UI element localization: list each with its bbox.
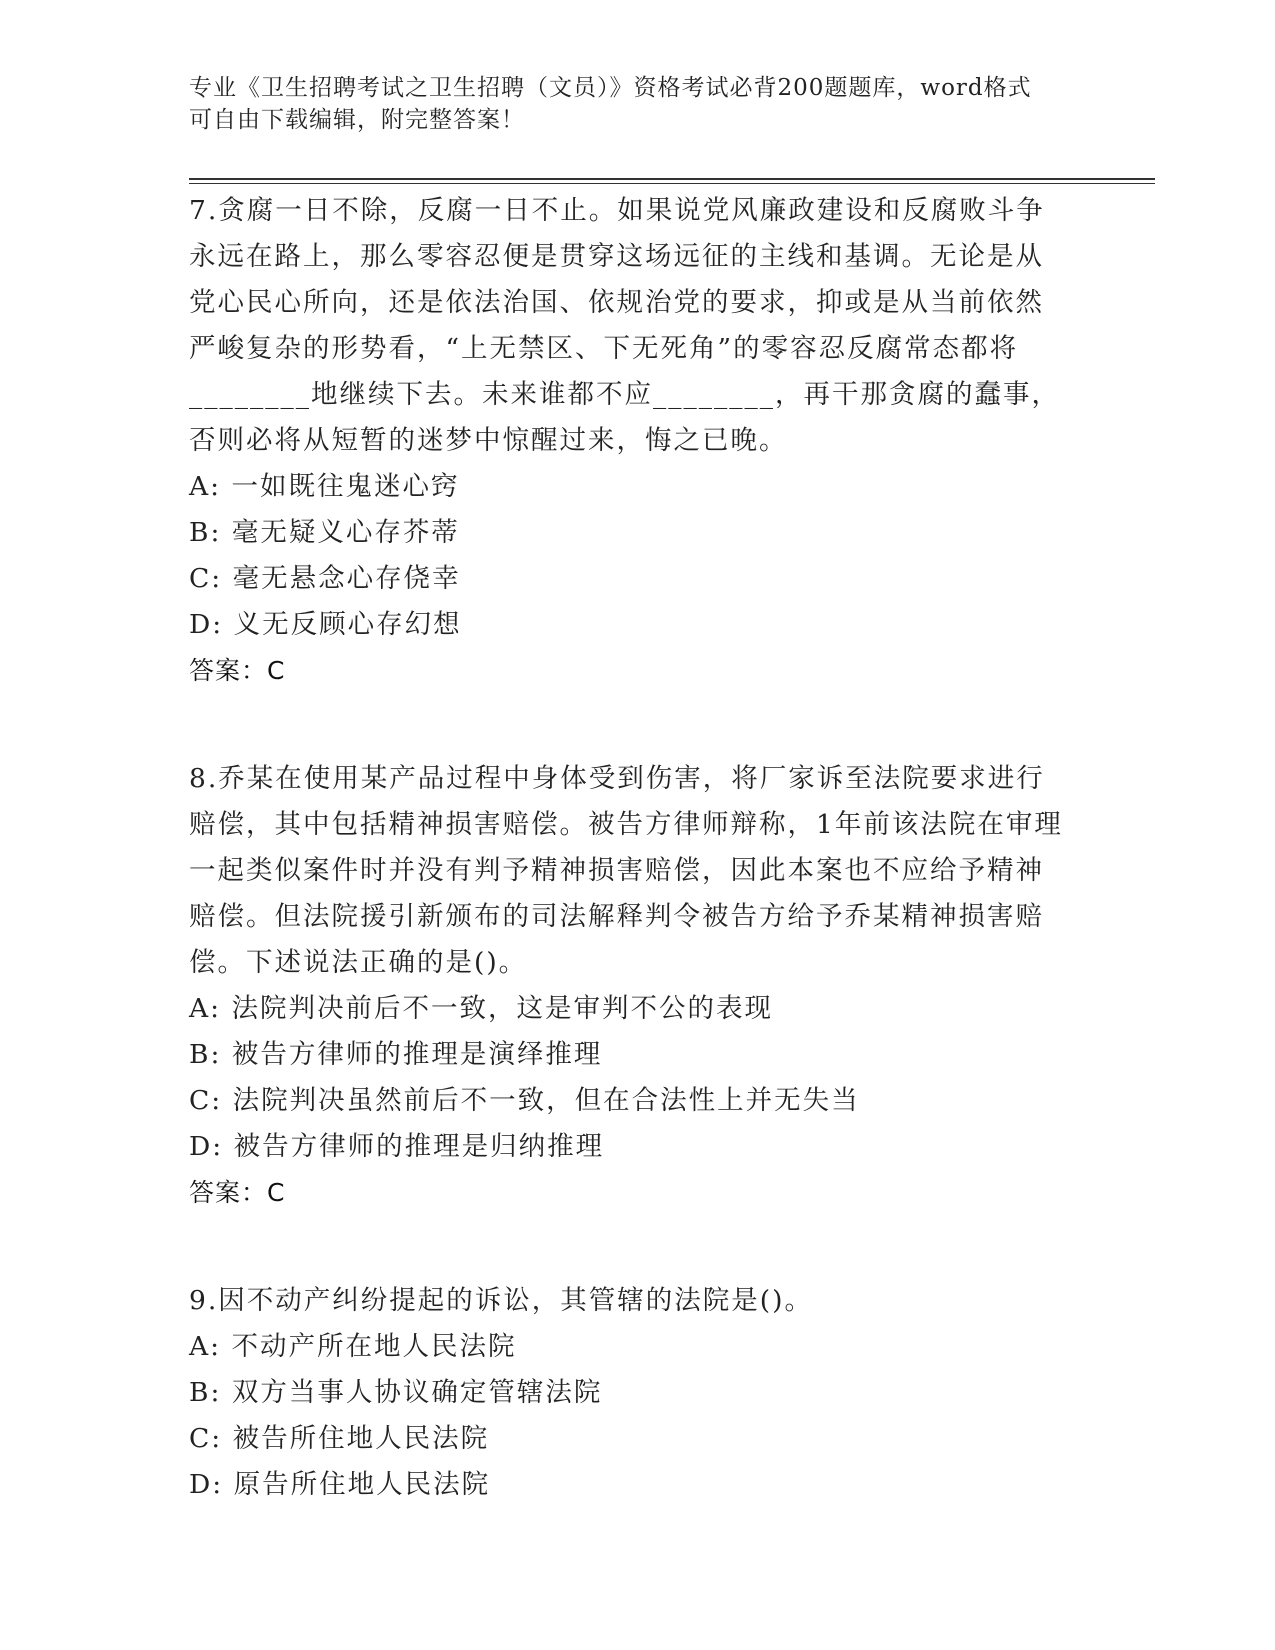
question-text-line: 赔偿，其中包括精神损害赔偿。被告方律师辩称，1年前该法院在审理 [189, 809, 1063, 840]
header-divider-thick [189, 178, 1155, 180]
question-text-line: 否则必将从短暂的迷梦中惊醒过来，悔之已晚。 [189, 425, 788, 456]
question-8 [189, 756, 1089, 1216]
question-text-line: ________地继续下去。未来谁都不应________，再干那贪腐的蠢事， [189, 379, 1060, 410]
header-line-1: 专业《卫生招聘考试之卫生招聘（文员）》资格考试必背200题题库，word格式 [189, 75, 1032, 101]
question-9 [189, 1278, 1089, 1508]
option-c: C: 毫无悬念心存侥幸 [189, 563, 461, 594]
option-b: B: 毫无疑义心存芥蒂 [189, 517, 460, 548]
option-d: D: 被告方律师的推理是归纳推理 [189, 1131, 605, 1162]
option-a: A: 一如既往鬼迷心窍 [189, 471, 460, 502]
question-7 [189, 188, 1089, 694]
header-divider-thin [189, 183, 1155, 184]
option-b: B: 双方当事人协议确定管辖法院 [189, 1377, 603, 1408]
option-a: A: 不动产所在地人民法院 [189, 1331, 517, 1362]
question-text-line: 严峻复杂的形势看，“上无禁区、下无死角”的零容忍反腐常态都将 [189, 333, 1019, 364]
option-d: D: 义无反顾心存幻想 [189, 609, 462, 640]
question-text-line: 一起类似案件时并没有判予精神损害赔偿，因此本案也不应给予精神 [189, 855, 1044, 886]
question-text-line: 赔偿。但法院援引新颁布的司法解释判令被告方给予乔某精神损害赔 [189, 901, 1044, 932]
question-spacer [189, 1216, 1089, 1278]
question-text-line: 9.因不动产纠纷提起的诉讼，其管辖的法院是()。 [189, 1285, 813, 1316]
answer: 答案：C [189, 1178, 286, 1207]
question-text-line: 党心民心所向，还是依法治国、依规治党的要求，抑或是从当前依然 [189, 287, 1044, 318]
question-text-line: 7.贪腐一日不除，反腐一日不止。如果说党风廉政建设和反腐败斗争 [189, 195, 1045, 226]
question-text-line: 8.乔某在使用某产品过程中身体受到伤害，将厂家诉至法院要求进行 [189, 763, 1045, 794]
option-c: C: 法院判决虽然前后不一致，但在合法性上并无失当 [189, 1085, 860, 1116]
option-b: B: 被告方律师的推理是演绎推理 [189, 1039, 603, 1070]
question-list [189, 188, 1089, 1508]
document-header [189, 72, 1089, 136]
question-text-line: 永远在路上，那么零容忍便是贯穿这场远征的主线和基调。无论是从 [189, 241, 1044, 272]
answer: 答案：C [189, 656, 286, 685]
question-text-line: 偿。下述说法正确的是()。 [189, 947, 528, 978]
option-a: A: 法院判决前后不一致，这是审判不公的表现 [189, 993, 773, 1024]
option-c: C: 被告所住地人民法院 [189, 1423, 490, 1454]
option-d: D: 原告所住地人民法院 [189, 1469, 491, 1500]
question-spacer [189, 694, 1089, 756]
header-line-2: 可自由下载编辑，附完整答案！ [189, 107, 525, 133]
